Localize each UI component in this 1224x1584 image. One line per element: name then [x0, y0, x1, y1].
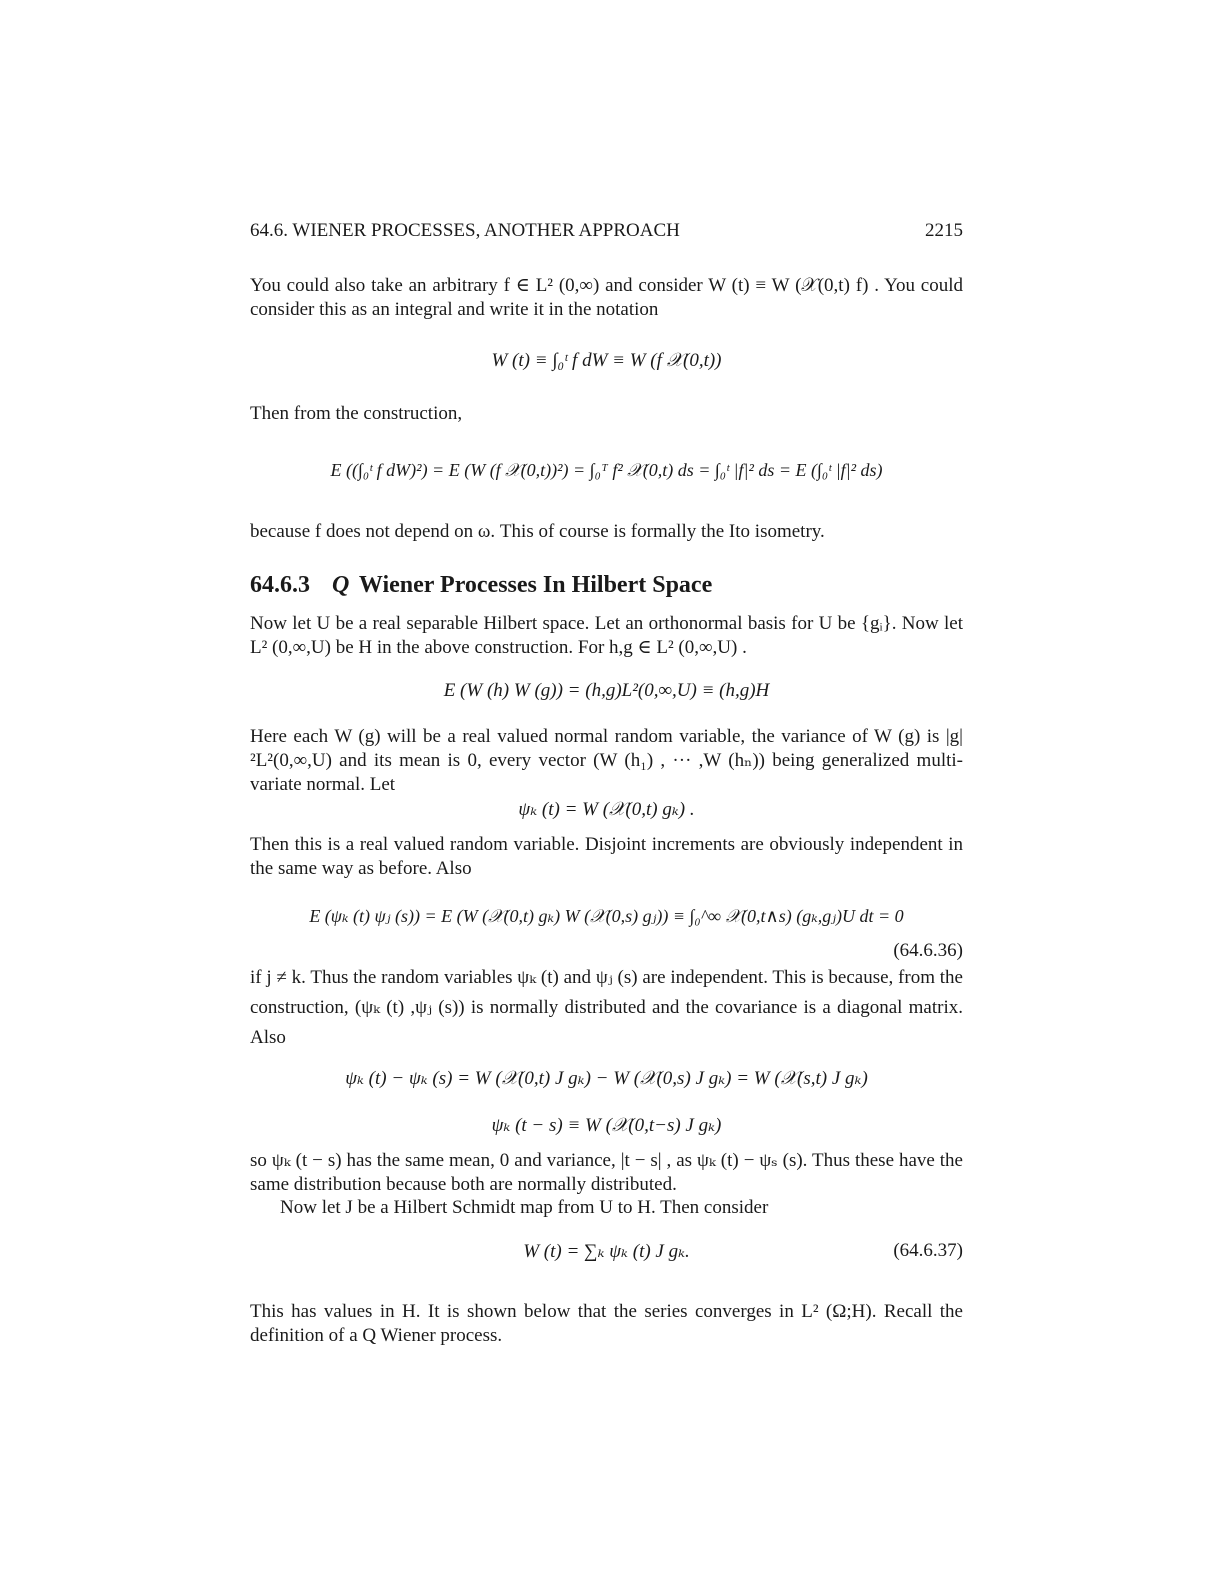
subsection-heading: [250, 572, 963, 599]
paragraph-2: Then from the construction,: [250, 403, 463, 424]
paragraph-3: because f does not depend on ω. This of course is formally the Ito isometry.: [250, 521, 825, 542]
equation-5-number: (64.6.36): [893, 940, 963, 961]
equation-1: W (t) ≡ ∫₀ᵗ f dW ≡ W (f 𝒳(0,t)): [491, 350, 722, 371]
paragraph-10: This has values in H. It is shown below that the series converges in L² (Ω;H). Recall the definition of a Q Wiener process.: [250, 1301, 963, 1346]
equation-6: ψₖ (t) − ψₖ (s) = W (𝒳(0,t) J gₖ) − W (𝒳(0,s) J gₖ) = W (𝒳(s,t) J gₖ): [345, 1068, 868, 1089]
paragraph-5: Here each W (g) will be a real valued normal random variable, the variance of W (g) is |g|²L²(0,∞,U) and its mean is 0, every vector (W (h₁) , ··· ,W (hₙ)) being generalized multi-variate normal. Let: [250, 726, 963, 795]
section-title: 64.6. WIENER PROCESSES, ANOTHER APPROACH: [250, 220, 680, 241]
subsection-title: Wiener Processes In Hilbert Space: [358, 572, 713, 598]
paragraph-8: so ψₖ (t − s) has the same mean, 0 and variance, |t − s| , as ψₖ (t) − ψₛ (s). Thus these have the same distribution because both are normally distributed.: [250, 1150, 963, 1195]
paragraph-1: You could also take an arbitrary f ∈ L² (0,∞) and consider W (t) ≡ W (𝒳(0,t) f) . You could consider this as an integral and write it in the notation: [250, 275, 963, 320]
paragraph-7: if j ≠ k. Thus the random variables ψₖ (t) and ψⱼ (s) are independent. This is because, from the construction, (ψₖ (t) ,ψⱼ (s)) is normally distributed and the covariance is a diagonal matrix. Also: [250, 967, 963, 1048]
equation-8-number: (64.6.37): [893, 1240, 963, 1261]
subsection-number: 64.6.3: [250, 572, 310, 598]
paragraph-6: Then this is a real valued random variable. Disjoint increments are obviously independent in the same way as before. Also: [250, 834, 963, 879]
equation-8: W (t) = ∑ₖ ψₖ (t) J gₖ.: [523, 1241, 690, 1262]
equation-3: E (W (h) W (g)) = (h,g)L²(0,∞,U) ≡ (h,g)H: [443, 680, 770, 701]
equation-7: ψₖ (t − s) ≡ W (𝒳(0,t−s) J gₖ): [491, 1115, 722, 1136]
page-number: 2215: [925, 220, 963, 241]
equation-5: E (ψₖ (t) ψⱼ (s)) = E (W (𝒳(0,t) gₖ) W (𝒳(0,s) gⱼ)) ≡ ∫₀^∞ 𝒳(0,t∧s) (gₖ,gⱼ)U dt = 0: [309, 906, 904, 926]
equation-4: ψₖ (t) = W (𝒳(0,t) gₖ) .: [518, 799, 695, 820]
paragraph-9: Now let J be a Hilbert Schmidt map from U to H. Then consider: [280, 1197, 769, 1218]
subsection-q: Q: [332, 572, 350, 598]
equation-2: E ((∫₀ᵗ f dW)²) = E (W (f 𝒳(0,t))²) = ∫₀ᵀ f² 𝒳(0,t) ds = ∫₀ᵗ |f|² ds = E (∫₀ᵗ |f|² ds): [330, 460, 883, 480]
paragraph-4: Now let U be a real separable Hilbert space. Let an orthonormal basis for U be {gᵢ}. Now let L² (0,∞,U) be H in the above construction. For h,g ∈ L² (0,∞,U) .: [250, 613, 963, 658]
page: [250, 0, 963, 1584]
running-header: [250, 220, 963, 242]
